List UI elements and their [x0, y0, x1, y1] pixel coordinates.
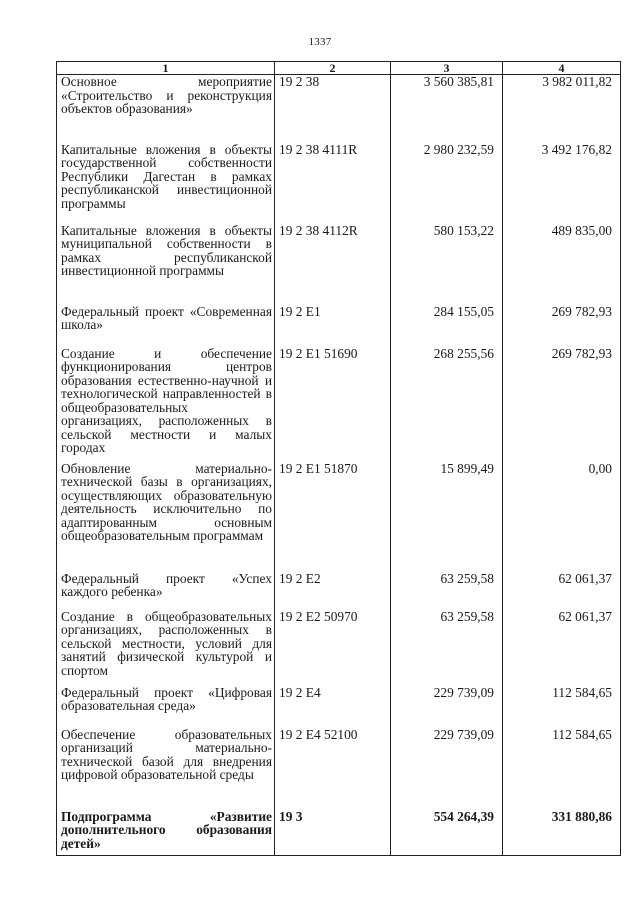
row-code: 19 2 E2 — [275, 572, 391, 610]
row-name: Основное мероприятие «Строительство и реконструкция объектов образования» — [57, 75, 275, 143]
row-name: Подпрограмма «Развитие дополнительного образования детей» — [57, 810, 275, 856]
row-value-col4: 269 782,93 — [503, 305, 621, 347]
table-row — [57, 75, 621, 143]
row-value-col3: 580 153,22 — [391, 224, 503, 305]
row-name: Создание в общеобразовательных организациях, расположенных в сельской местности, условий для занятий физической культурой и спортом — [57, 610, 275, 686]
row-name: Федеральный проект «Современная школа» — [57, 305, 275, 347]
header-row — [57, 62, 621, 75]
table-row-subprogram — [57, 810, 621, 856]
row-name: Обновление материально-технической базы в организациях, осуществляющих образовательную деятельность исключительно по адаптированным основным общеобразовательным программам — [57, 462, 275, 572]
table-row — [57, 572, 621, 610]
row-value-col4: 62 061,37 — [503, 610, 621, 686]
row-value-col3: 15 899,49 — [391, 462, 503, 572]
row-value-col4: 269 782,93 — [503, 347, 621, 462]
row-value-col4: 489 835,00 — [503, 224, 621, 305]
row-value-col3: 2 980 232,59 — [391, 143, 503, 224]
row-code: 19 2 E1 51870 — [275, 462, 391, 572]
row-value-col3: 268 255,56 — [391, 347, 503, 462]
table-row — [57, 462, 621, 572]
row-value-col4: 112 584,65 — [503, 686, 621, 728]
row-code: 19 2 E2 50970 — [275, 610, 391, 686]
page-number: 1337 — [308, 36, 332, 48]
row-name: Капитальные вложения в объекты государственной собственности Республики Дагестан в рамках республиканской инвестиционной программы — [57, 143, 275, 224]
table-row — [57, 728, 621, 810]
row-value-col3: 3 560 385,81 — [391, 75, 503, 143]
column-header-3: 3 — [391, 62, 503, 75]
row-code: 19 2 E4 52100 — [275, 728, 391, 810]
row-code: 19 2 38 — [275, 75, 391, 143]
row-code: 19 2 38 4112R — [275, 224, 391, 305]
row-value-col3: 554 264,39 — [391, 810, 503, 856]
row-value-col4: 331 880,86 — [503, 810, 621, 856]
row-code: 19 3 — [275, 810, 391, 856]
row-value-col3: 229 739,09 — [391, 728, 503, 810]
row-value-col4: 0,00 — [503, 462, 621, 572]
table-row — [57, 347, 621, 462]
column-header-4: 4 — [503, 62, 621, 75]
row-value-col4: 112 584,65 — [503, 728, 621, 810]
table-row — [57, 224, 621, 305]
row-name: Федеральный проект «Цифровая образовательная среда» — [57, 686, 275, 728]
row-code: 19 2 E4 — [275, 686, 391, 728]
row-value-col3: 63 259,58 — [391, 610, 503, 686]
row-value-col3: 63 259,58 — [391, 572, 503, 610]
row-name: Обеспечение образовательных организаций материально-технической базой для внедрения цифровой образовательной среды — [57, 728, 275, 810]
table-row — [57, 305, 621, 347]
row-value-col3: 284 155,05 — [391, 305, 503, 347]
row-value-col4: 62 061,37 — [503, 572, 621, 610]
row-code: 19 2 E1 — [275, 305, 391, 347]
table-row — [57, 143, 621, 224]
row-code: 19 2 E1 51690 — [275, 347, 391, 462]
row-name: Федеральный проект «Успех каждого ребенка» — [57, 572, 275, 610]
table-row — [57, 686, 621, 728]
row-name: Создание и обеспечение функционирования центров образования естественно-научной и технологической направленностей в общеобразовательных организациях, расположенных в сельской местности и малых городах — [57, 347, 275, 462]
budget-table — [56, 61, 621, 856]
row-value-col4: 3 982 011,82 — [503, 75, 621, 143]
row-value-col4: 3 492 176,82 — [503, 143, 621, 224]
table-row — [57, 610, 621, 686]
row-name: Капитальные вложения в объекты муниципальной собственности в рамках республиканской инвестиционной программы — [57, 224, 275, 305]
row-value-col3: 229 739,09 — [391, 686, 503, 728]
column-header-1: 1 — [57, 62, 275, 75]
column-header-2: 2 — [275, 62, 391, 75]
row-code: 19 2 38 4111R — [275, 143, 391, 224]
